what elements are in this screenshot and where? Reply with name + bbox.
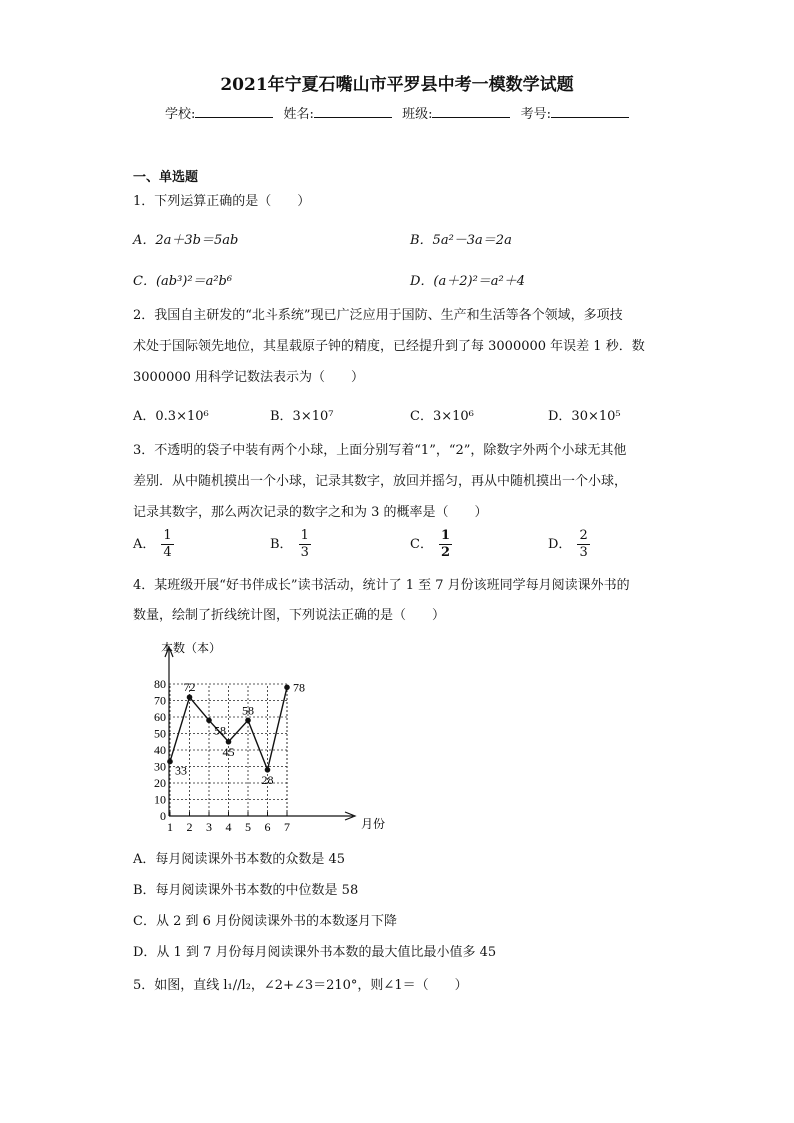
data-label: 33 xyxy=(175,763,187,778)
q1-option-c[interactable]: C．(ab³)²＝a²b⁶ xyxy=(133,274,233,289)
x-tick-label: 1 xyxy=(167,820,173,834)
data-point xyxy=(167,759,173,765)
name-label: 姓名: xyxy=(283,107,314,122)
q3-option-b[interactable] xyxy=(270,528,311,561)
q3-a-numerator: 1 xyxy=(163,528,172,543)
y-tick-label: 10 xyxy=(154,792,166,807)
q4-option-d[interactable]: D．从 1 到 7 月份每月阅读课外书本数的最大值比最小值多 45 xyxy=(133,945,497,960)
q3-option-b-label: B． xyxy=(270,537,293,552)
q3-c-denominator: 2 xyxy=(440,545,450,560)
school-blank[interactable] xyxy=(195,105,273,118)
q3-option-d-label: D． xyxy=(548,537,572,552)
q3-b-denominator: 3 xyxy=(300,545,309,560)
q3-d-denominator: 3 xyxy=(579,545,588,560)
section-heading: 一、单选题 xyxy=(133,170,199,185)
chart-xlabel: 月份 xyxy=(361,817,386,831)
q3-c-numerator: 1 xyxy=(440,528,450,543)
q2-stem-line2: 术处于国际领先地位，其星载原子钟的精度，已经提升到了每 3000000 年误差 1 秒．数 xyxy=(133,339,645,354)
x-tick-label: 3 xyxy=(206,820,212,834)
q2-option-c[interactable]: C．3×10⁶ xyxy=(410,409,474,424)
q2-stem-line1: 2．我国自主研发的“北斗系统”现已广泛应用于国防、生产和生活等各个领域，多项技 xyxy=(133,308,623,323)
number-blank[interactable] xyxy=(551,105,629,118)
data-label: 45 xyxy=(222,744,235,759)
chart-x-ticks xyxy=(167,820,290,834)
data-label: 72 xyxy=(183,680,196,695)
y-tick-label: 20 xyxy=(154,776,166,790)
q4-option-c[interactable]: C．从 2 到 6 月份阅读课外书的本数逐月下降 xyxy=(133,914,398,929)
q4-stem-line2: 数量，绘制了折线统计图，下列说法正确的是（ ） xyxy=(133,608,446,623)
name-blank[interactable] xyxy=(314,105,392,118)
x-tick-label: 2 xyxy=(186,820,193,834)
q1-option-d[interactable]: D．(a＋2)²＝a²＋4 xyxy=(410,274,526,289)
y-tick-label: 80 xyxy=(154,677,166,691)
y-tick-label: 0 xyxy=(160,809,166,823)
class-label: 班级: xyxy=(402,107,433,122)
q3-stem-line1: 3．不透明的袋子中装有两个小球，上面分别写着“1”，“2”，除数字外两个小球无其他 xyxy=(133,443,627,458)
data-label: 58 xyxy=(242,703,254,718)
chart-y-ticks xyxy=(154,677,166,823)
q3-option-a[interactable] xyxy=(133,528,174,561)
student-info-line xyxy=(165,103,635,122)
q1-option-a[interactable]: A．2a＋3b＝5ab xyxy=(133,233,239,248)
q3-d-numerator: 2 xyxy=(579,528,588,543)
data-point xyxy=(187,694,193,700)
y-tick-label: 70 xyxy=(154,693,166,708)
q2-stem-line3: 3000000 用科学记数法表示为（ ） xyxy=(133,370,365,385)
q1-option-b[interactable]: B．5a²－3a＝2a xyxy=(410,233,512,248)
data-point xyxy=(206,718,212,724)
class-blank[interactable] xyxy=(432,105,510,118)
data-label: 78 xyxy=(293,680,305,695)
x-tick-label: 4 xyxy=(225,820,232,834)
q1-stem: 1．下列运算正确的是（ ） xyxy=(133,194,311,209)
y-tick-label: 60 xyxy=(154,710,166,724)
data-point xyxy=(245,718,251,724)
q2-option-d[interactable]: D．30×10⁵ xyxy=(548,409,621,424)
q4-option-a[interactable]: A．每月阅读课外书本数的众数是 45 xyxy=(133,852,346,867)
q3-option-c-label: C． xyxy=(410,537,433,552)
x-tick-label: 6 xyxy=(264,820,271,834)
y-tick-label: 30 xyxy=(154,759,166,774)
data-point xyxy=(226,739,232,745)
data-label: 58 xyxy=(214,723,226,738)
line-chart xyxy=(133,635,403,835)
q2-option-b[interactable]: B．3×10⁷ xyxy=(270,409,334,424)
q3-stem-line2: 差别．从中随机摸出一个小球，记录其数字，放回并摇匀，再从中随机摸出一个小球， xyxy=(133,474,628,489)
q3-b-numerator: 1 xyxy=(300,528,309,543)
data-point xyxy=(284,685,290,691)
number-label: 考号: xyxy=(520,107,551,122)
school-label: 学校: xyxy=(165,107,196,122)
q3-a-denominator: 4 xyxy=(163,545,172,560)
q3-option-a-label: A． xyxy=(133,537,156,552)
q4-option-b[interactable]: B．每月阅读课外书本数的中位数是 58 xyxy=(133,883,359,898)
q5-stem: 5．如图，直线 l₁//l₂，∠2+∠3＝210°，则∠1＝（ ） xyxy=(133,978,468,993)
page-title: 2021年宁夏石嘴山市平罗县中考一模数学试题 xyxy=(220,75,574,95)
data-label: 28 xyxy=(261,772,274,787)
x-tick-label: 7 xyxy=(284,820,290,834)
y-tick-label: 40 xyxy=(154,743,166,757)
q2-option-a[interactable]: A．0.3×10⁶ xyxy=(133,409,209,424)
q3-stem-line3: 记录其数字，那么两次记录的数字之和为 3 的概率是（ ） xyxy=(133,505,488,520)
chart-ylabel: 本数（本） xyxy=(161,641,222,655)
data-point xyxy=(265,767,271,773)
x-tick-label: 5 xyxy=(245,820,251,834)
q3-option-d[interactable] xyxy=(548,528,590,561)
q4-stem-line1: 4．某班级开展“好书伴成长”读书活动，统计了 1 至 7 月份该班同学每月阅读课外书的 xyxy=(133,578,630,593)
y-tick-label: 50 xyxy=(154,726,166,741)
q3-option-c[interactable] xyxy=(410,528,452,561)
